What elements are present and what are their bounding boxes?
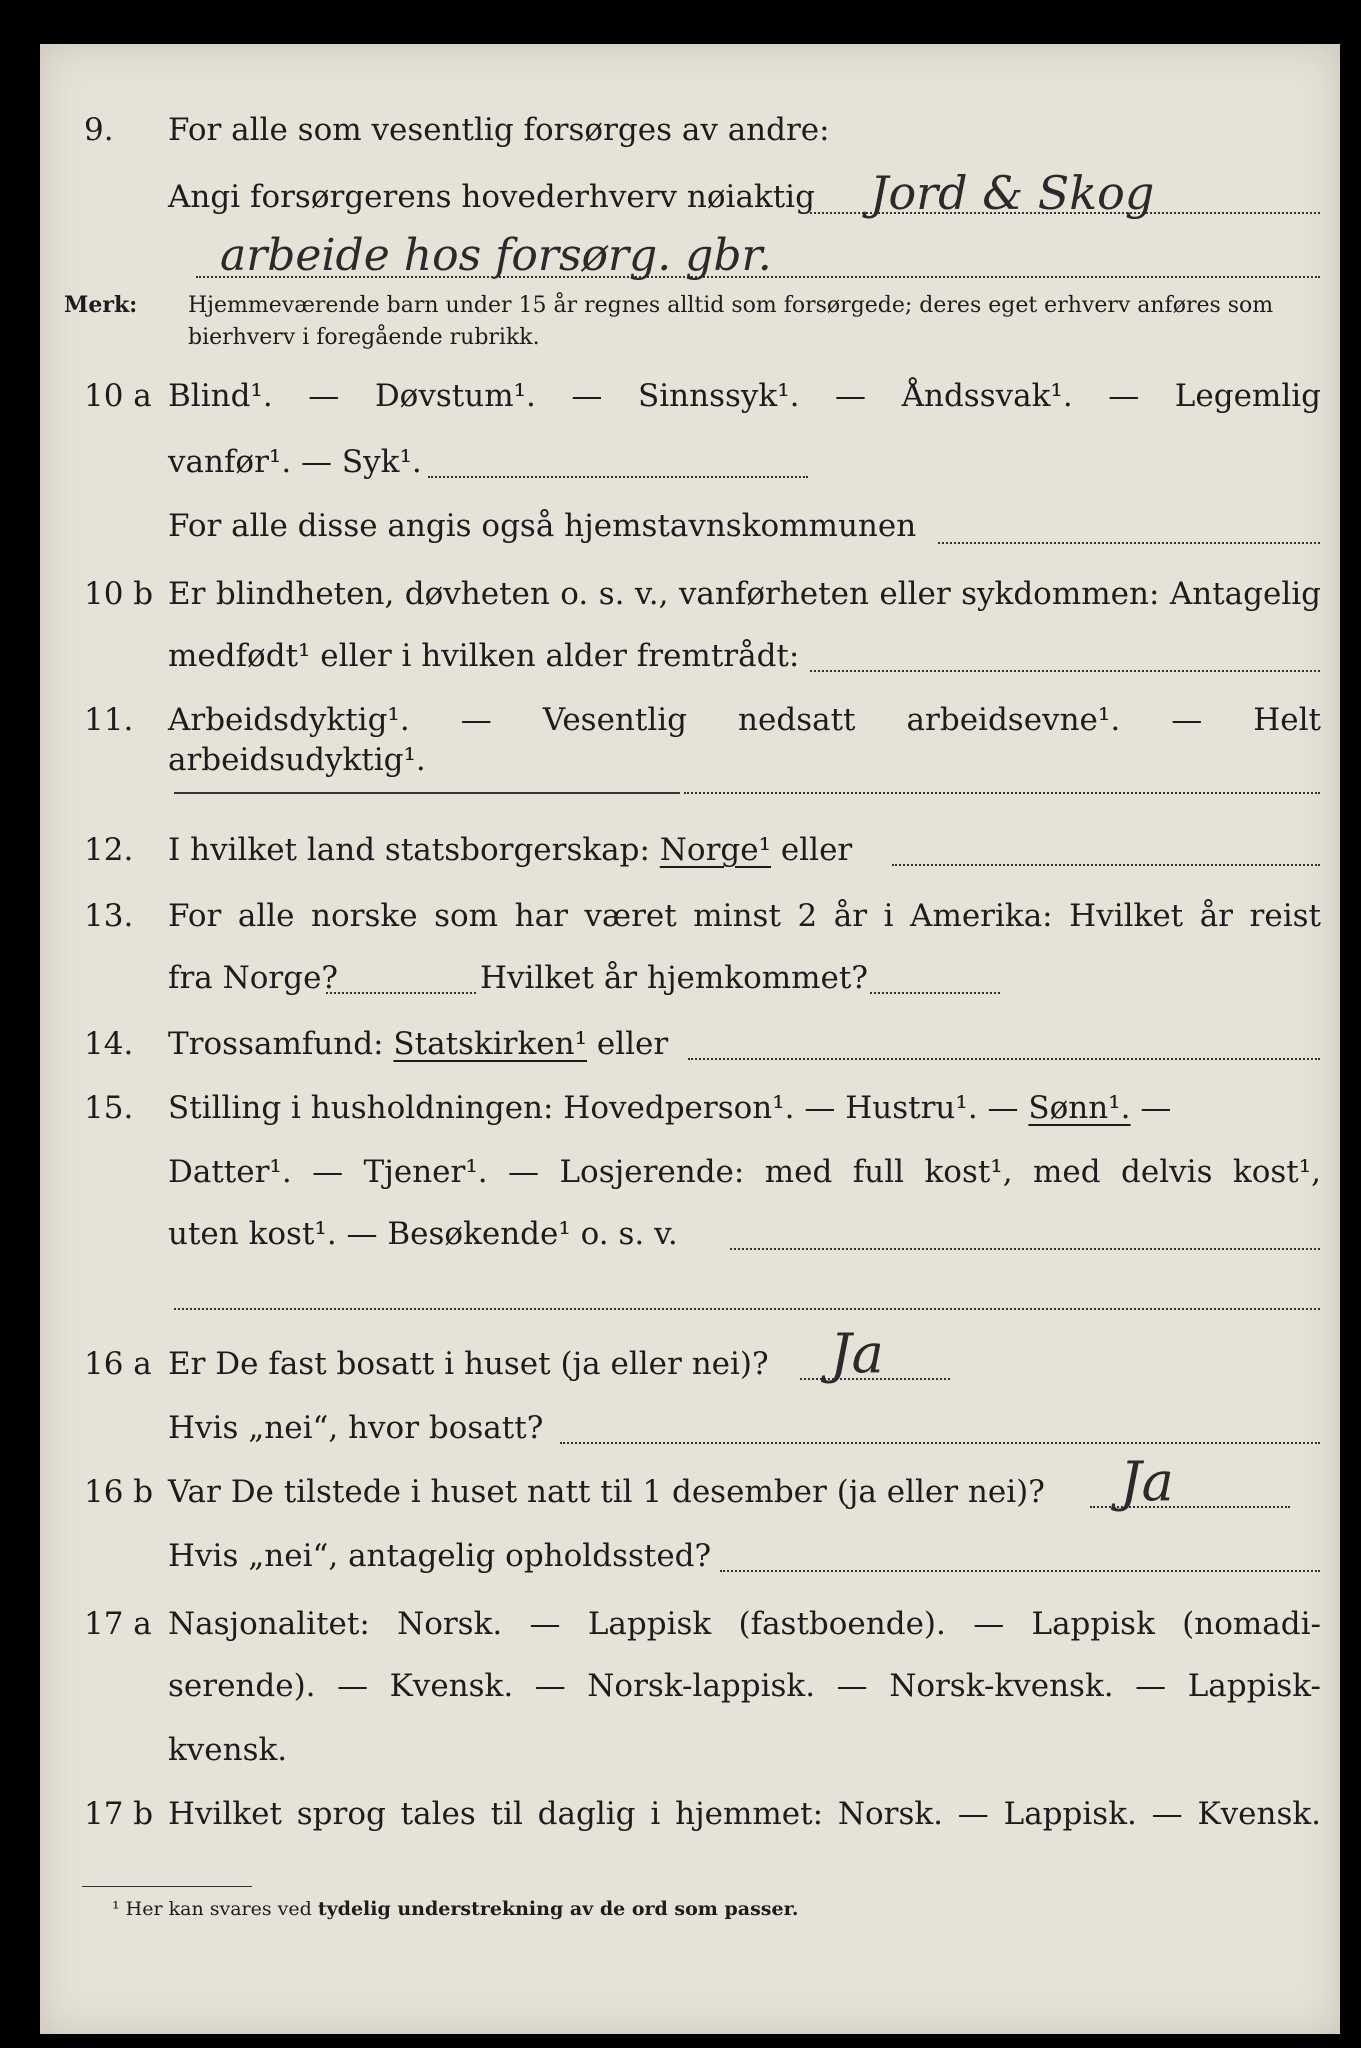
q15-answer-line2 <box>174 1308 1320 1310</box>
q16b-text2: Hvis „nei“, antagelig opholdssted? <box>168 1538 712 1574</box>
q11-text1: Arbeidsdyktig¹. — Vesentlig nedsatt arbeidsevne¹. — Helt arbeidsudyktig¹. <box>168 702 1321 778</box>
q16a-text2: Hvis „nei“, hvor bosatt? <box>168 1410 544 1446</box>
q10b-number: 10 b <box>84 576 154 612</box>
q14-prefix: Trossamfund: <box>168 1026 384 1062</box>
q15-text3: uten kost¹. — Besøkende¹ o. s. v. <box>168 1216 678 1252</box>
q10a-answer-line1 <box>428 476 808 478</box>
q16b-handwritten-answer: Ja <box>1120 1450 1174 1513</box>
q13-answer-line2 <box>870 992 1000 994</box>
q16a-handwritten-answer: Ja <box>830 1322 884 1385</box>
q10a-text2: vanfør¹. — Syk¹. <box>168 444 422 480</box>
q9-text2: Angi forsørgerens hovederhverv nøiaktig <box>168 179 815 215</box>
q12-answer-line <box>892 864 1320 866</box>
q9-handwritten-answer2: arbeide hos forsørg. gbr. <box>220 230 772 281</box>
q14-answer-line <box>688 1058 1320 1060</box>
q10a-text3: For alle disse angis også hjemstavnskommunen <box>168 508 917 544</box>
q17b-number: 17 b <box>84 1796 154 1832</box>
q9-handwritten-answer1: Jord & Skog <box>870 166 1155 220</box>
q11-answer-line-right <box>684 792 1320 794</box>
q17a-text2: serende). — Kvensk. — Norsk-lappisk. — Norsk-kvensk. — Lappisk- <box>168 1668 1321 1704</box>
q10a-answer-line2 <box>938 542 1320 544</box>
q11-number: 11. <box>84 702 134 738</box>
merk-label: Merk: <box>64 292 138 318</box>
q15-text1c: — <box>1140 1090 1172 1126</box>
q13-text2a: fra Norge? <box>168 960 339 996</box>
q10b-text1: Er blindheten, døvheten o. s. v., vanførheten eller sykdommen: Antagelig <box>168 576 1321 612</box>
q16b-answer-line2 <box>720 1570 1320 1572</box>
q10a-number: 10 a <box>84 378 152 414</box>
q13-text2b: Hvilket år hjemkommet? <box>480 960 868 996</box>
q14-underlined-answer: Statskirken¹ <box>393 1026 587 1062</box>
q15-text2: Datter¹. — Tjener¹. — Losjerende: med full kost¹, med delvis kost¹, <box>168 1154 1321 1190</box>
footnote-mark: ¹ <box>112 1898 120 1920</box>
footnote <box>112 1898 798 1920</box>
q15-answer-line1 <box>730 1248 1320 1250</box>
q14-number: 14. <box>84 1026 134 1062</box>
q15-underlined-answer: Sønn¹. <box>1028 1090 1131 1126</box>
footnote-text1: Her kan svares ved <box>125 1898 312 1920</box>
q12-text <box>168 830 852 870</box>
q16b-number: 16 b <box>84 1474 154 1510</box>
q17a-number: 17 a <box>84 1606 152 1642</box>
q16b-text1: Var De tilstede i huset natt til 1 desember (ja eller nei)? <box>168 1474 1045 1510</box>
q12-prefix: I hvilket land statsborgerskap: <box>168 832 650 868</box>
q16a-number: 16 a <box>84 1346 152 1382</box>
q14-suffix: eller <box>596 1026 669 1062</box>
q9-text1: For alle som vesentlig forsørges av andre: <box>168 112 830 148</box>
footnote-rule <box>82 1886 252 1887</box>
q12-suffix: eller <box>780 832 853 868</box>
q17a-text1: Nasjonalitet: Norsk. — Lappisk (fastboende). — Lappisk (nomadi- <box>168 1606 1321 1642</box>
q17b-text1: Hvilket sprog tales til daglig i hjemmet: Norsk. — Lappisk. — Kvensk. <box>168 1796 1321 1832</box>
q15-text1 <box>168 1088 1171 1128</box>
q13-text1: For alle norske som har været minst 2 år i Amerika: Hvilket år reist <box>168 898 1321 934</box>
q12-underlined-answer: Norge¹ <box>659 832 772 868</box>
q15-text1a: Stilling i husholdningen: Hovedperson¹. — Hustru¹. — <box>168 1090 1019 1126</box>
q10b-answer-line <box>810 670 1320 672</box>
census-form-page <box>40 44 1340 2034</box>
q13-number: 13. <box>84 898 134 934</box>
q16a-answer-line2 <box>560 1442 1320 1444</box>
q14-text <box>168 1024 668 1064</box>
q15-number: 15. <box>84 1090 134 1126</box>
q17a-text3: kvensk. <box>168 1732 288 1768</box>
q10b-text2: medfødt¹ eller i hvilken alder fremtrådt: <box>168 638 800 674</box>
q13-answer-line1 <box>326 992 476 994</box>
merk-text: Hjemmeværende barn under 15 år regnes alltid som forsørgede; deres eget erhverv anføres som bierhverv i foregående rubrikk. <box>188 293 1274 350</box>
q12-number: 12. <box>84 832 134 868</box>
q10a-text1: Blind¹. — Døvstum¹. — Sinnssyk¹. — Åndssvak¹. — Legemlig <box>168 378 1321 414</box>
q16a-text1: Er De fast bosatt i huset (ja eller nei)? <box>168 1346 769 1382</box>
q9-number: 9. <box>84 112 114 148</box>
footnote-text2: tydelig understrekning av de ord som passer. <box>317 1898 799 1920</box>
q11-answer-line-left <box>174 792 680 794</box>
